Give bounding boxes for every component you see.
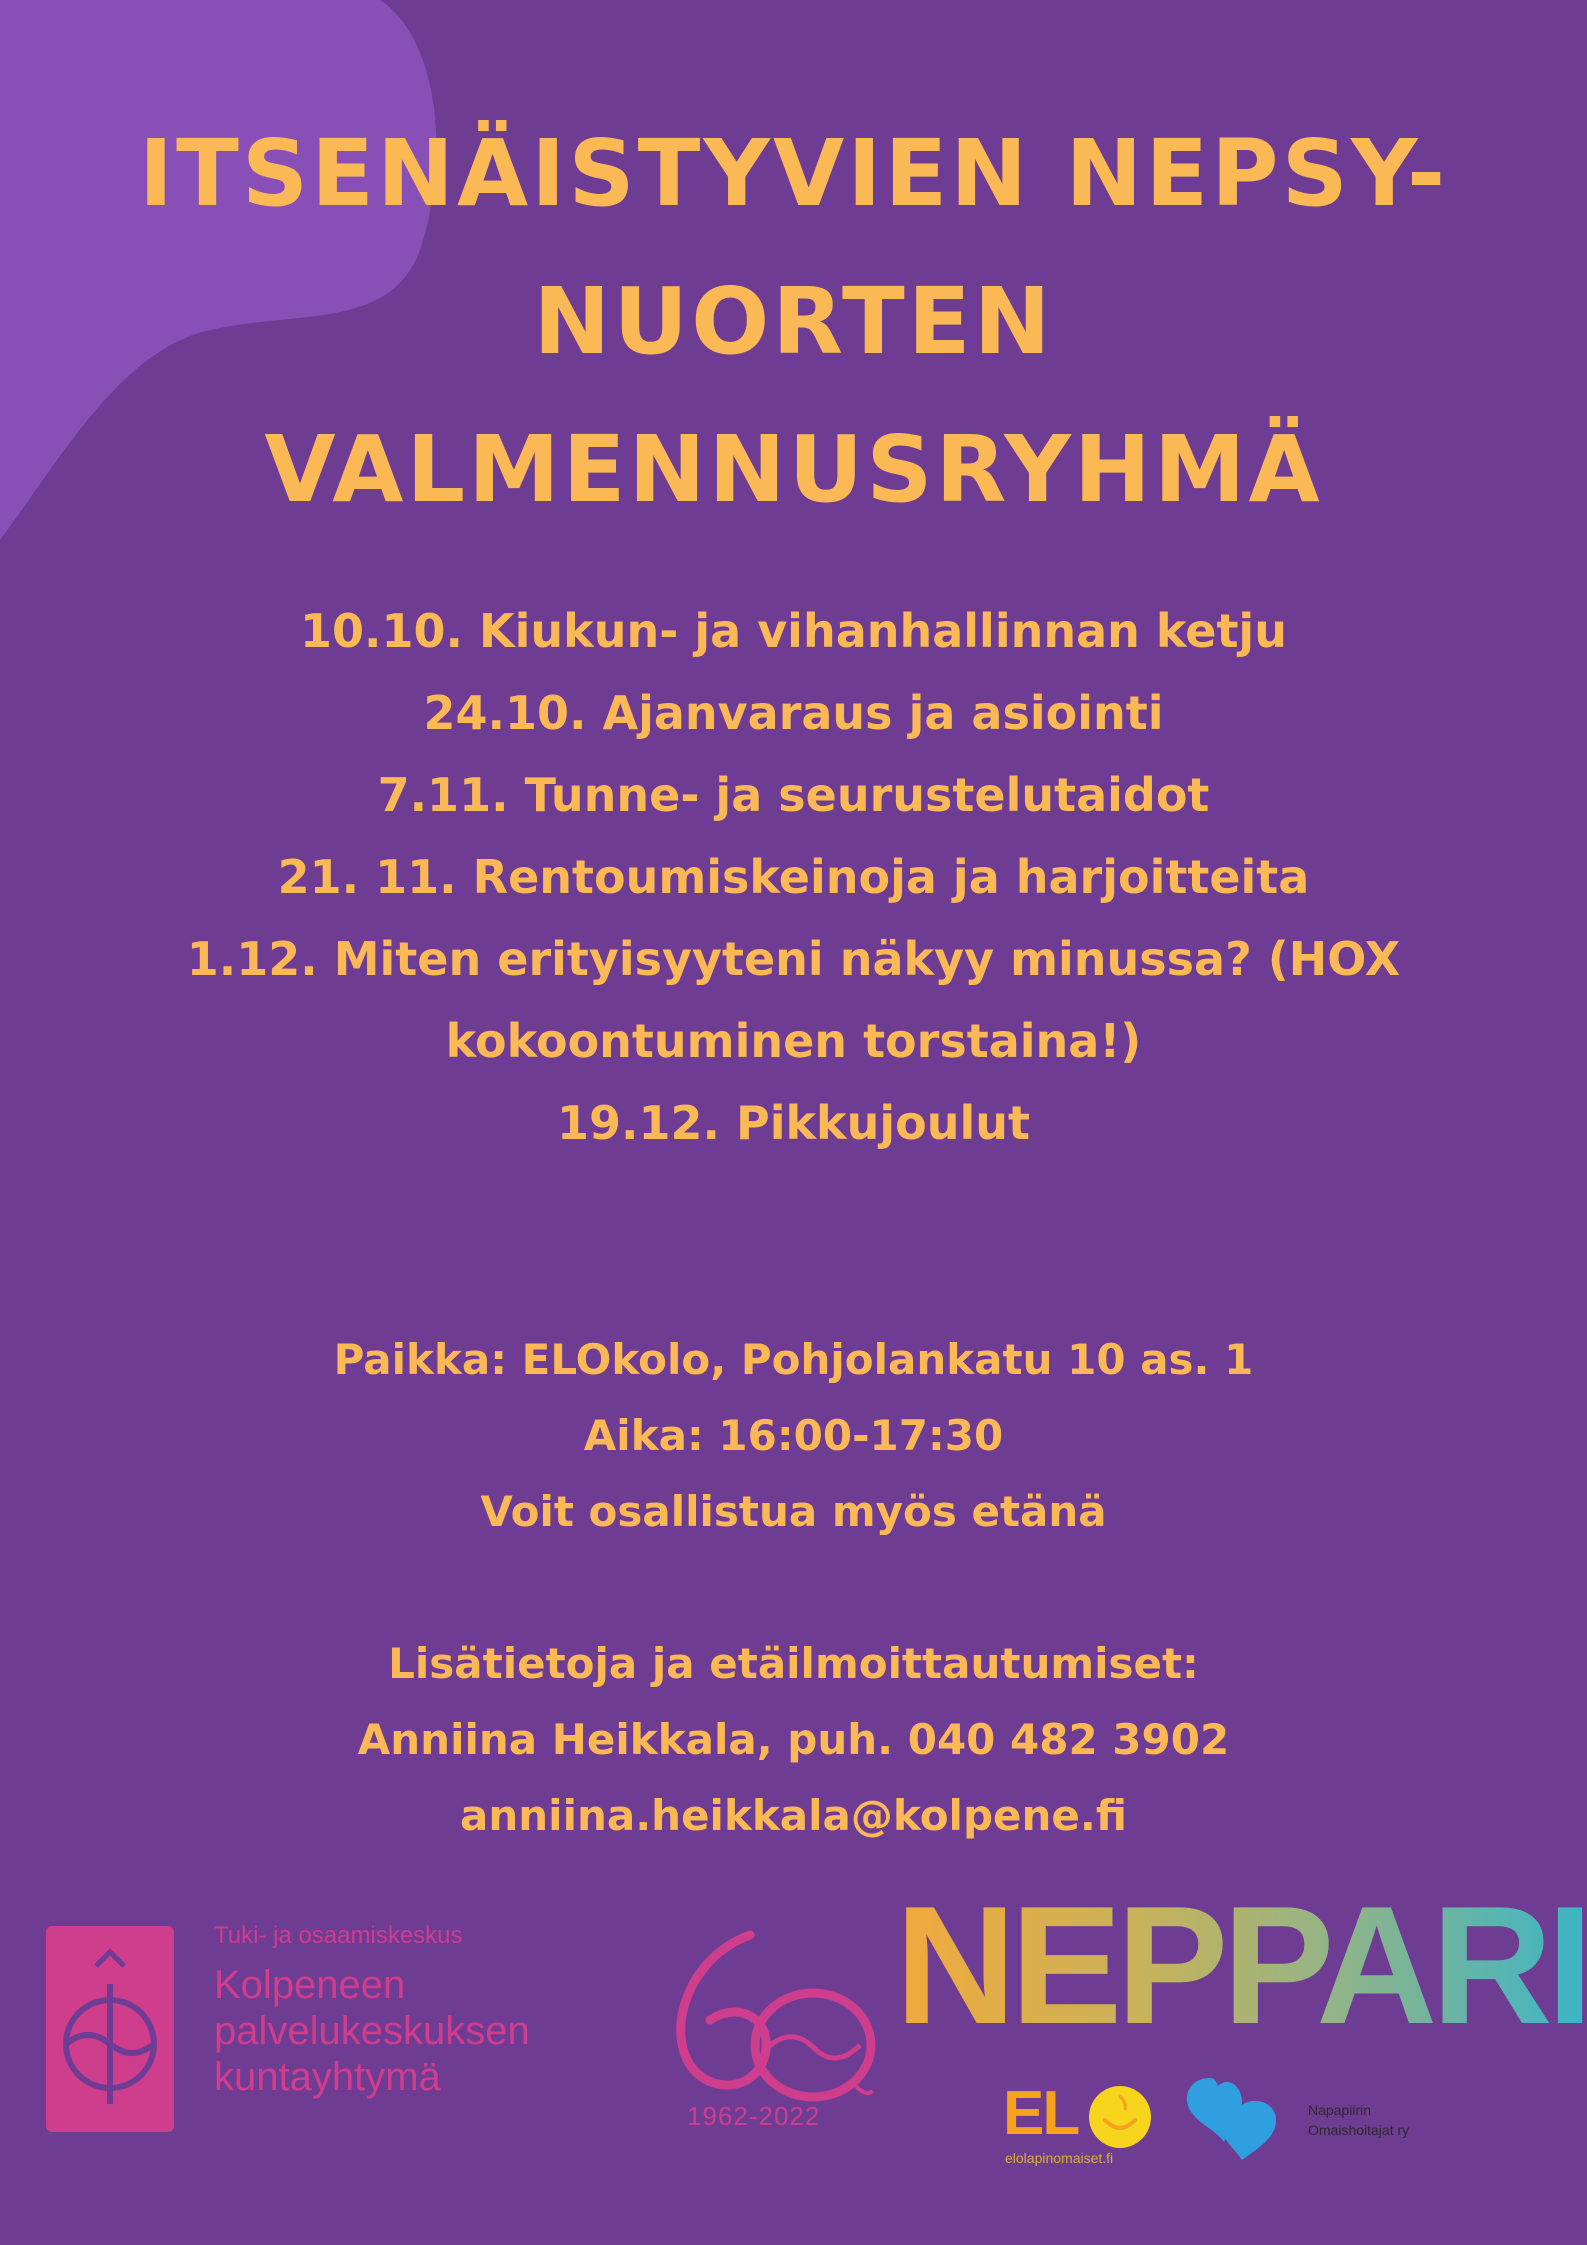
elo-url: elolapinomaiset.fi [1005, 2150, 1114, 2166]
kolpene-name-line: kuntayhtymä [214, 2055, 441, 2099]
remote-text: Voit osallistua myös etänä [480, 1487, 1107, 1536]
schedule-item: 24.10. Ajanvaraus ja asiointi [423, 686, 1164, 740]
contact-email[interactable]: anniina.heikkala@kolpene.fi [460, 1791, 1127, 1840]
time-text: Aika: 16:00-17:30 [583, 1411, 1004, 1460]
event-info [0, 1322, 1587, 1550]
title-line: NUORTEN [533, 268, 1054, 375]
kolpene-name-line: Kolpeneen [214, 1963, 406, 2007]
kolpene-emblem-icon [46, 1926, 174, 2132]
anniversary-logo [655, 1925, 885, 2135]
kolpene-name-line: palvelukeskuksen [214, 2009, 530, 2053]
place-text: Paikka: ELOkolo, Pohjolankatu 10 as. 1 [333, 1335, 1254, 1384]
contact-heading: Lisätietoja ja etäilmoittautumiset: [388, 1639, 1199, 1688]
contact-info [0, 1626, 1587, 1854]
schedule-item: 7.11. Tunne- ja seurustelutaidot [377, 768, 1210, 822]
schedule-item: 21. 11. Rentoumiskeinoja ja harjoitteita [277, 850, 1310, 904]
poster-title [0, 100, 1587, 544]
schedule-item: 10.10. Kiukun- ja vihanhallinnan ketju [300, 604, 1287, 658]
elo-text: EL [1003, 2079, 1079, 2148]
neppari-logo: NEPPARI [895, 1871, 1587, 2059]
anniversary-years: 1962-2022 [687, 2101, 821, 2131]
schedule-item: 1.12. Miten erityisyyteni näkyy minussa? (HOX [186, 932, 1401, 986]
smiley-icon [1085, 2084, 1155, 2150]
kolpene-logo [46, 1922, 646, 2132]
elo-logo [1003, 2078, 1163, 2168]
napapiiri-name [1308, 2100, 1409, 2140]
kolpene-subtitle: Tuki- ja osaamiskeskus [214, 1922, 463, 1949]
schedule-item: kokoontuminen torstaina!) [445, 1014, 1142, 1068]
contact-person: Anniina Heikkala, puh. 040 482 3902 [357, 1715, 1230, 1764]
schedule-list [0, 590, 1587, 1164]
schedule-item: 19.12. Pikkujoulut [556, 1096, 1031, 1150]
napapiiri-line: Omaishoitajat ry [1308, 2122, 1410, 2138]
title-line: ITSENÄISTYVIEN NEPSY- [138, 120, 1449, 227]
hearts-icon [1180, 2072, 1300, 2164]
sixty-years-icon [655, 1925, 885, 2105]
napapiiri-logo [1180, 2072, 1440, 2172]
napapiiri-line: Napapiirin [1308, 2102, 1372, 2118]
kolpene-name [214, 1962, 530, 2100]
title-line: VALMENNUSRYHMÄ [264, 416, 1323, 523]
